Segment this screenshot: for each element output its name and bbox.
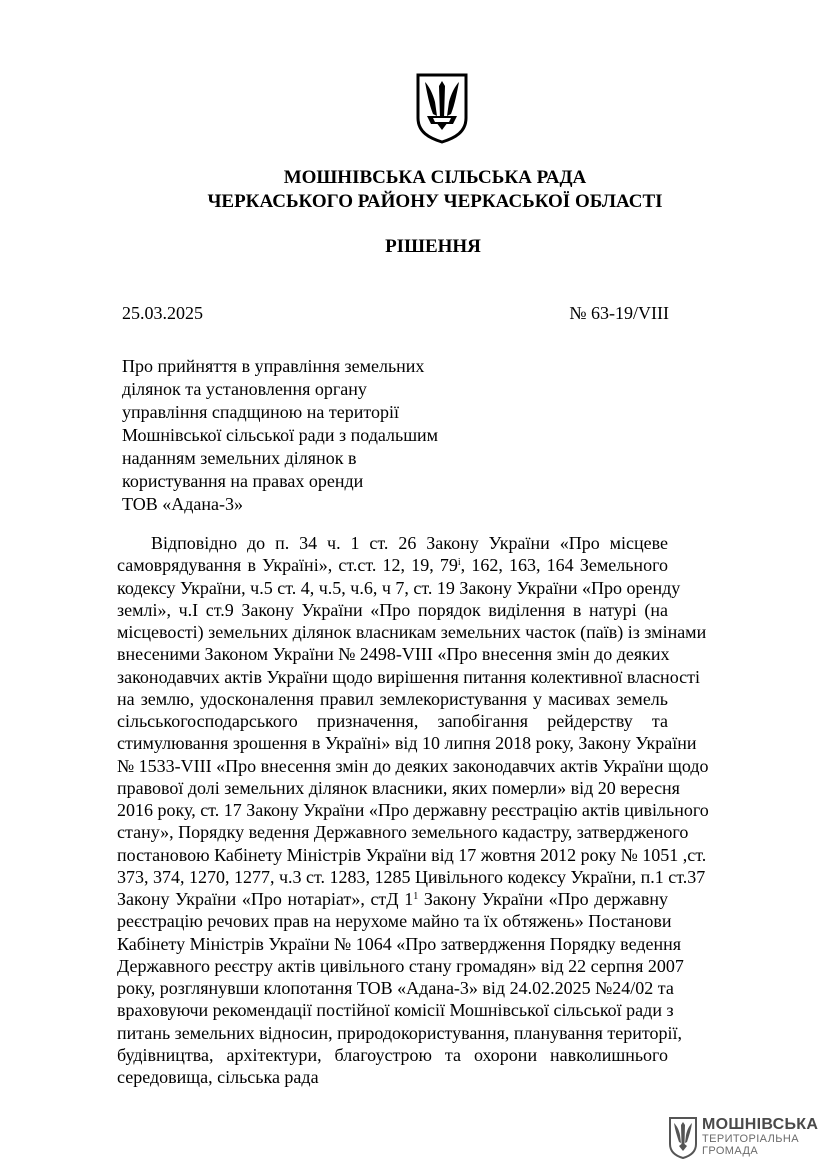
paragraph-line: питань земельних відносин, природокористування, планування території,	[117, 1022, 683, 1043]
paragraph-line: правової долі земельних ділянок власники, яких померли» від 20 вересня	[117, 777, 680, 798]
paragraph-line: Державного реєстру актів цивільного стану громадян» від 22 серпня 2007	[117, 955, 684, 976]
paragraph-line: враховуючи рекомендації постійної комісії Мошнівської сільської ради з	[117, 1000, 674, 1021]
subject-line: Про прийняття в управління земельних	[122, 356, 425, 376]
decision-date: 25.03.2025	[122, 303, 203, 323]
decision-number: № 63-19/VIII	[569, 303, 669, 323]
paragraph-line: Закону України «Про нотаріат», стД $1^1$ Закону України «Про державну	[117, 889, 668, 909]
paragraph-line: середовища, сільська рада	[117, 1067, 319, 1087]
council-line-1: МОШНІВСЬКА СІЛЬСЬКА РАДА	[283, 167, 587, 188]
paragraph-line: самоврядування в Україні», ст.ст. 12, 19, $79^і$, 162, 163, 164 Земельного	[117, 555, 668, 576]
paragraph-line: на землю, удосконалення правил землекористування у масивах земель	[117, 688, 668, 709]
paragraph-line: 2016 року, ст. 17 Закону України «Про державну реєстрацію актів цивільного	[117, 800, 709, 820]
paragraph-line: Кабінету Міністрів України № 1064 «Про затвердження Порядку ведення	[117, 933, 682, 954]
paragraph-line: будівництва, архітектури, благоустрою та охорони навколишнього	[117, 1044, 668, 1065]
paragraph-line: сільськогосподарського призначення, запобігання рейдерству та	[117, 711, 668, 731]
paragraph-line: реєстрацію речових прав на нерухоме майно та їх обтяжень» Постанови	[117, 911, 672, 932]
council-line-2: ЧЕРКАСЬКОГО РАЙОНУ ЧЕРКАСЬКОЇ ОБЛАСТІ	[207, 191, 663, 212]
paragraph-line: Відповідно до п. 34 ч. 1 ст. 26 Закону України «Про місцеве	[151, 533, 668, 553]
paragraph-line: стану», Порядку ведення Державного земельного кадастру, затвердженого	[117, 822, 689, 843]
community-brand	[702, 1116, 818, 1157]
coat-of-arms-icon	[415, 72, 469, 144]
brand-subtitle: ГРОМАДА	[702, 1145, 759, 1157]
brand-name: МОШНІВСЬКА	[702, 1116, 819, 1133]
paragraph-line: стимулювання зрошення в Україні» від 10 липня 2018 року, Закону України	[117, 733, 697, 754]
superscript: і	[457, 557, 461, 569]
paragraph-line: 373, 374, 1270, 1277, ч.3 ст. 1283, 1285 Цивільного кодексу України, п.1 ст.37	[117, 866, 706, 887]
paragraph-line: землі», ч.І ст.9 Закону України «Про порядок виділення в натурі (на	[117, 599, 668, 620]
subject-line: ТОВ «Адана-3»	[122, 494, 244, 514]
paragraph-line: постановою Кабінету Міністрів України від 17 жовтня 2012 року № 1051 ,ст.	[117, 844, 707, 865]
subject-line: ділянок та установлення органу	[122, 379, 367, 399]
brand-subtitle: ТЕРИТОРІАЛЬНА	[702, 1133, 799, 1145]
document-type: РІШЕННЯ	[385, 236, 481, 257]
preamble-paragraph	[117, 532, 709, 1088]
paragraph-line: № 1533-VIII «Про внесення змін до деяких законодавчих актів України щодо	[117, 755, 709, 776]
paragraph-line: місцевості) земельних ділянок власникам земельних часток (паїв) із змінами	[117, 622, 707, 642]
subject-line: управління спадщиною на території	[122, 402, 399, 422]
subject-line: Мошнівської сільської ради з подальшим	[122, 425, 439, 445]
paragraph-line: внесеними Законом України № 2498-VIII «Про внесення змін до деяких	[117, 644, 670, 665]
decision-subject	[122, 355, 492, 516]
paragraph-line: законодавчих актів України щодо вирішення питання колективної власності	[117, 666, 700, 687]
superscript: 1	[413, 891, 419, 902]
subject-line: користування на правах оренди	[122, 471, 364, 491]
subject-line: наданням земельних ділянок в	[122, 448, 357, 468]
paragraph-line: кодексу України, ч.5 ст. 4, ч.5, ч.6, ч 7, ст. 19 Закону України «Про оренду	[117, 577, 681, 598]
council-name	[0, 166, 826, 214]
community-logo-icon	[668, 1116, 698, 1160]
paragraph-line: року, розглянувши клопотання ТОВ «Адана-3» від 24.02.2025 №24/02 та	[117, 978, 674, 998]
